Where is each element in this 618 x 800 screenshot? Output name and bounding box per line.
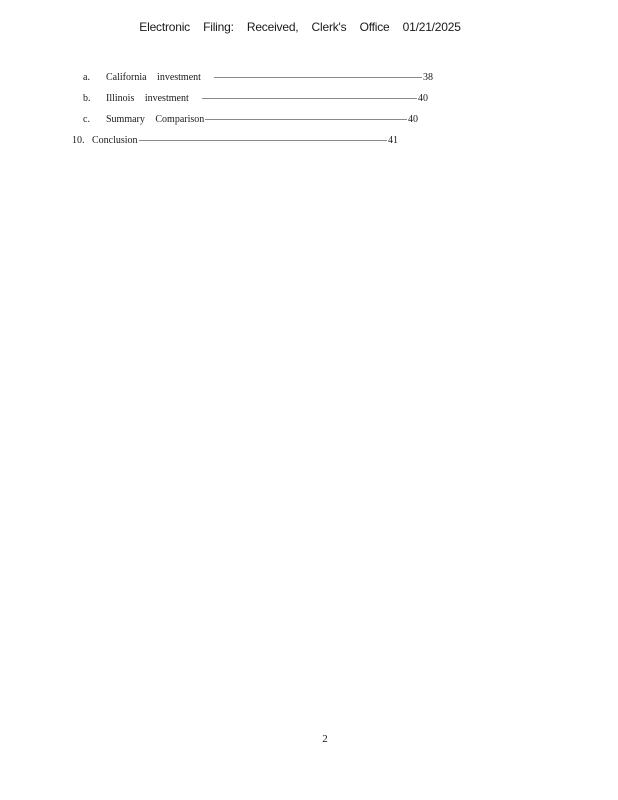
toc-entry-label: California investment [106, 72, 201, 83]
toc-entry [72, 135, 398, 149]
toc-entry-page: 40 [418, 93, 428, 104]
dot-leader [214, 77, 422, 78]
toc-entry-page: 41 [388, 135, 398, 146]
toc-entry [83, 114, 418, 128]
filing-stamp-header: Electronic Filing: Received, Clerk's Office 01/21/2025 [139, 20, 461, 34]
toc-entry-page: 38 [423, 72, 433, 83]
toc-entry-page: 40 [408, 114, 418, 125]
dot-leader [139, 140, 387, 141]
toc-entry-marker: 10. [72, 135, 85, 146]
dot-leader [205, 119, 407, 120]
dot-leader [202, 98, 417, 99]
toc-entry-marker: a. [83, 72, 90, 83]
toc-entry-marker: c. [83, 114, 90, 125]
toc-entry-marker: b. [83, 93, 91, 104]
toc-entry-label: Summary Comparison [106, 114, 205, 125]
page-number: 2 [322, 733, 328, 745]
toc-entry [83, 72, 433, 86]
toc-entry-label: Illinois investment [106, 93, 189, 104]
toc-entry-label: Conclusion [92, 135, 138, 146]
toc-entry [83, 93, 428, 107]
